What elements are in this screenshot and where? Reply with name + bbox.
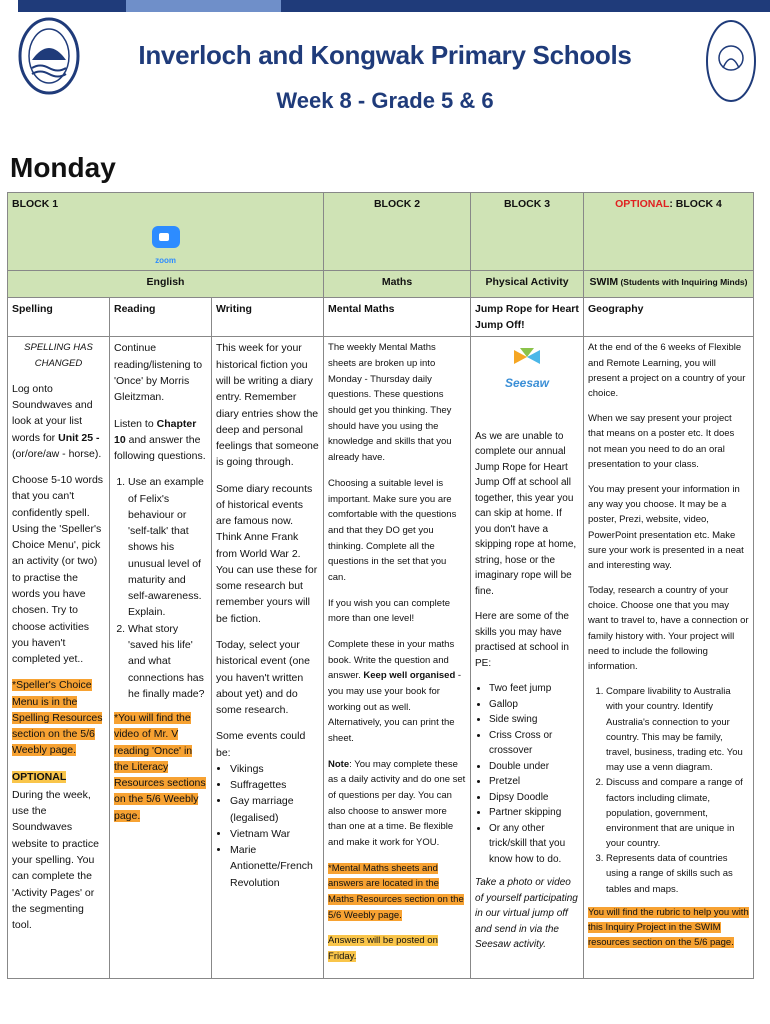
list-item: • Gay marriage (legalised) bbox=[230, 793, 319, 826]
cat-writing: Writing bbox=[212, 297, 324, 337]
list-item: • Partner skipping bbox=[489, 805, 579, 821]
reading-cell: Continue reading/listening to 'Once' by Morris Gleitzman. Listen to Chapter 10 and answer the following questions. 1. Use an example of Felix's behaviour or 'self-talk' that shows his unusual level of maturity and self-awareness. Explain. 2. What story 'saved his life' and what connections has he finally made? *You will find the video of Mr. V reading 'Once' in the Literacy Resources sections on the 5/6 Weebly page. bbox=[110, 337, 212, 979]
zoom-icon bbox=[152, 226, 180, 248]
reading-questions bbox=[114, 474, 207, 702]
spelling-menu-note: *Speller's Choice Menu is in the Spelling Resources section on the 5/6 Weebly page. bbox=[12, 679, 103, 757]
list-item: 2. What story 'saved his life' and what connections has he finally made? bbox=[128, 621, 207, 702]
list-item: 3. Represents data of countries using a range of skills such as tables and maps. bbox=[606, 851, 749, 897]
list-item: • Side swing bbox=[489, 712, 579, 728]
subject-pe: Physical Activity bbox=[471, 270, 584, 297]
list-item: • Or any other trick/skill that you know how to do. bbox=[489, 821, 579, 868]
list-item: 1. Use an example of Felix's behaviour or 'self-talk' that shows his unusual level of maturity and self-awareness. Explain. bbox=[128, 474, 207, 620]
block-4-label: OPTIONAL: BLOCK 4 bbox=[584, 193, 754, 271]
spelling-cell: SPELLING HAS CHANGED Log onto Soundwaves and look at your list words for Unit 25 - (or/ore/aw - horse). Choose 5-10 words that you can't confidently spell. Using the 'Speller's Choice Menu', pick an activity (or two) to practise the words you have chosen. Try to choose activities you haven't completed yet.. *Speller's Choice Menu is in the Spelling Resources section on the 5/6 Weebly page. OPTIONAL During the week, use the Soundwaves website to practice your spelling. You can complete the 'Activity Pages' or the segmenting tool. bbox=[8, 337, 110, 979]
zoom-label: zoom bbox=[155, 255, 176, 265]
cat-geography: Geography bbox=[584, 297, 754, 337]
spelling-changed: SPELLING HAS CHANGED bbox=[24, 342, 93, 369]
events-list bbox=[216, 761, 319, 891]
reading-video-note: *You will find the video of Mr. V reading 'Once' in the Literacy Resources sections on the 5/6 Weebly page. bbox=[114, 712, 206, 822]
block-1-cell bbox=[8, 193, 324, 271]
list-item: 2. Discuss and compare a range of factors including climate, population, government, environment that are unique in your country. bbox=[606, 775, 749, 851]
subject-row bbox=[8, 270, 754, 297]
writing-cell: This week for your historical fiction you will be writing a diary entry. Remember diary entries show the deep and personal feelings that someone is going through. Some diary recounts of historical events are famous now. Think Anne Frank from World War 2. You can use these for some research but remember yours will be fiction. Today, select your historical event (one you haven't written about yet) and do some research. Some events could be: • Vikings • Suffragettes • Gay marriage (legalised) • Vietnam War • Marie Antionette/French Revolution bbox=[212, 337, 324, 979]
list-item: • Pretzel bbox=[489, 774, 579, 790]
geography-cell: At the end of the 6 weeks of Flexible and Remote Learning, you will present a project on a country of your choice. When we say present your project that means on a poster etc. It does not mean you need to do an oral presentation to your class. You may present your information in any way you choose. It may be a poster, Prezi, website, video, PowerPoint presentation etc. Make sure your work is presented in a neat and interesting way. Today, research a country of your choice. Choose one that you may want to travel to, have a connection or family history with. Your project will need to include the following information. 1. Compare livability to Australia with your country. Identify Australia's connection to your country. This may be family, travel, business, trading etc. You may use a venn diagram. 2. Discuss and compare a range of factors including climate, population, government, environment that are unique in your country. 3. Represents data of countries using a range of skills such as tables and maps. You will find the rubric to help you with this Inquiry Project in the SWIM resources section on the 5/6 page. bbox=[584, 337, 754, 979]
list-item: • Vikings bbox=[230, 761, 319, 777]
maths-sheets-note: *Mental Maths sheets and answers are located in the Maths Resources section on the 5/6 Weebly page. bbox=[328, 862, 464, 921]
seesaw-icon bbox=[512, 346, 542, 368]
cat-reading: Reading bbox=[110, 297, 212, 337]
geography-rubric-note: You will find the rubric to help you with this Inquiry Project in the SWIM resources section on the 5/6 page. bbox=[588, 906, 749, 949]
day-heading: Monday bbox=[10, 152, 116, 183]
pe-cell: Seesaw As we are unable to complete our annual Jump Rope for Heart Jump Off at school all together, this year you can skip at home. If you don't have a skipping rope at home, string, hose or the imaginary rope will be fine. Here are some of the skills you may have practised at school in PE: • Two feet jump • Gallop • Side swing • Criss Cross or crossover • Double under • Pretzel • Dipsy Doodle • Partner skipping • Or any other trick/skill that you know how to do. Take a photo or video of yourself participating in our virtual jump off and send in via the Seesaw activity. bbox=[471, 337, 584, 979]
list-item: • Suffragettes bbox=[230, 777, 319, 793]
seesaw-label: Seesaw bbox=[504, 375, 550, 390]
timetable bbox=[7, 192, 754, 979]
cat-jump-rope: Jump Rope for Heart Jump Off! bbox=[471, 297, 584, 337]
block-1-label: BLOCK 1 bbox=[12, 198, 59, 210]
zoom-logo bbox=[12, 226, 319, 267]
list-item: • Two feet jump bbox=[489, 681, 579, 697]
list-item: 1. Compare livability to Australia with your country. Identify Australia's connection to your country. This may be family, travel, business, trading etc. You may use a venn diagram. bbox=[606, 684, 749, 775]
category-row bbox=[8, 297, 754, 337]
block-header-row bbox=[8, 193, 754, 271]
spelling-optional: OPTIONAL bbox=[12, 770, 67, 783]
list-item: • Gallop bbox=[489, 697, 579, 713]
list-item: • Double under bbox=[489, 759, 579, 775]
skills-list bbox=[475, 681, 579, 867]
content-row bbox=[8, 337, 754, 979]
subject-maths: Maths bbox=[324, 270, 471, 297]
list-item: • Dipsy Doodle bbox=[489, 790, 579, 806]
seesaw-logo bbox=[475, 346, 579, 392]
list-item: • Vietnam War bbox=[230, 826, 319, 842]
list-item: • Marie Antionette/French Revolution bbox=[230, 842, 319, 891]
page-subtitle: Week 8 - Grade 5 & 6 bbox=[276, 88, 494, 113]
block-2-label: BLOCK 2 bbox=[324, 193, 471, 271]
subject-swim: SWIM (Students with Inquiring Minds) bbox=[584, 270, 754, 297]
maths-cell: The weekly Mental Maths sheets are broken up into Monday - Thursday daily questions. These questions should get you thinking. They should have you using the knowledge and skills that you already have. Choosing a suitable level is important. Make sure you are comfortable with the questions and that they DO get you thinking. Complete all the questions in the set that you can. If you wish you can complete more than one level! Complete these in your maths book. Write the question and answer. Keep well organised - you may use your book for working out as well. Alternatively, you can print the sheet. Note: You may complete these as a daily activity and do one set of questions per day. You can also choose to answer more than one at a time. Be flexible and make it work for YOU. *Mental Maths sheets and answers are located in the Maths Resources section on the 5/6 Weebly page. Answers will be posted on Friday. bbox=[324, 337, 471, 979]
maths-answers-note: Answers will be posted on Friday. bbox=[328, 935, 438, 962]
cat-mental-maths: Mental Maths bbox=[324, 297, 471, 337]
subject-english: English bbox=[8, 270, 324, 297]
list-item: • Criss Cross or crossover bbox=[489, 728, 579, 759]
optional-label: OPTIONAL bbox=[615, 198, 670, 210]
block-3-label: BLOCK 3 bbox=[471, 193, 584, 271]
cat-spelling: Spelling bbox=[8, 297, 110, 337]
geography-requirements bbox=[588, 684, 749, 897]
page-title: Inverloch and Kongwak Primary Schools bbox=[138, 40, 632, 70]
top-color-bar bbox=[0, 0, 770, 12]
